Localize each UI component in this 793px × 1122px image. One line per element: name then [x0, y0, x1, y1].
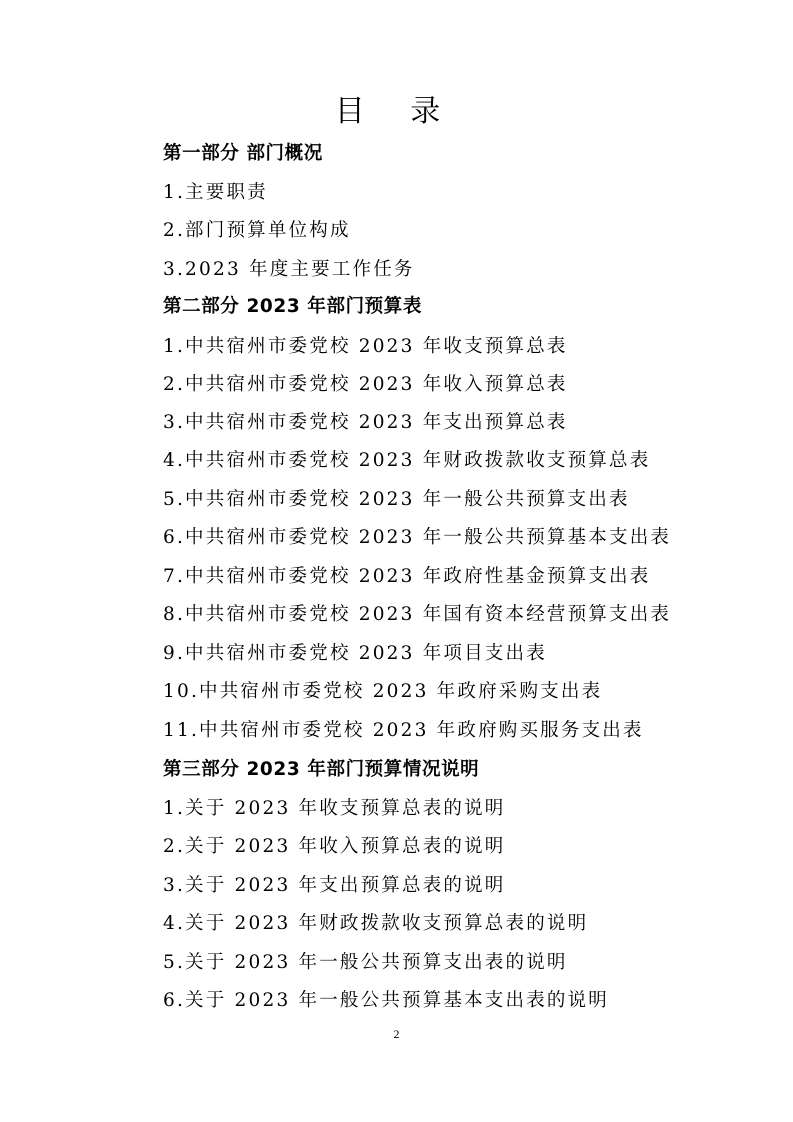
toc-item: 3.中共宿州市委党校 2023 年支出预算总表 [163, 412, 568, 433]
toc-item: 4.中共宿州市委党校 2023 年财政拨款收支预算总表 [163, 450, 651, 471]
toc-item: 6.关于 2023 年一般公共预算基本支出表的说明 [163, 990, 609, 1011]
toc-item: 3.2023 年度主要工作任务 [163, 259, 415, 280]
toc-item: 1.关于 2023 年收支预算总表的说明 [163, 798, 506, 819]
toc-item: 5.中共宿州市委党校 2023 年一般公共预算支出表 [163, 489, 630, 510]
toc-item: 2.部门预算单位构成 [163, 220, 351, 241]
toc-item: 1.中共宿州市委党校 2023 年收支预算总表 [163, 336, 568, 357]
toc-item: 8.中共宿州市委党校 2023 年国有资本经营预算支出表 [163, 604, 672, 625]
toc-item: 6.中共宿州市委党校 2023 年一般公共预算基本支出表 [163, 527, 672, 548]
toc-item: 4.关于 2023 年财政拨款收支预算总表的说明 [163, 913, 589, 934]
toc-item: 3.关于 2023 年支出预算总表的说明 [163, 875, 506, 896]
toc-item: 1.主要职责 [163, 182, 268, 203]
page-title: 目 录 [334, 94, 459, 129]
toc-item: 9.中共宿州市委党校 2023 年项目支出表 [163, 643, 547, 664]
section-heading-part-2: 第二部分 2023 年部门预算表 [163, 296, 422, 317]
toc-item: 2.关于 2023 年收入预算总表的说明 [163, 836, 506, 857]
section-heading-part-3: 第三部分 2023 年部门预算情况说明 [163, 759, 480, 780]
toc-item: 5.关于 2023 年一般公共预算支出表的说明 [163, 952, 568, 973]
section-heading-part-1: 第一部分 部门概况 [163, 143, 323, 164]
toc-item: 11.中共宿州市委党校 2023 年政府购买服务支出表 [163, 720, 644, 741]
page-number: 2 [393, 1027, 400, 1041]
toc-item: 2.中共宿州市委党校 2023 年收入预算总表 [163, 374, 568, 395]
toc-item: 10.中共宿州市委党校 2023 年政府采购支出表 [163, 681, 603, 702]
toc-item: 7.中共宿州市委党校 2023 年政府性基金预算支出表 [163, 566, 651, 587]
